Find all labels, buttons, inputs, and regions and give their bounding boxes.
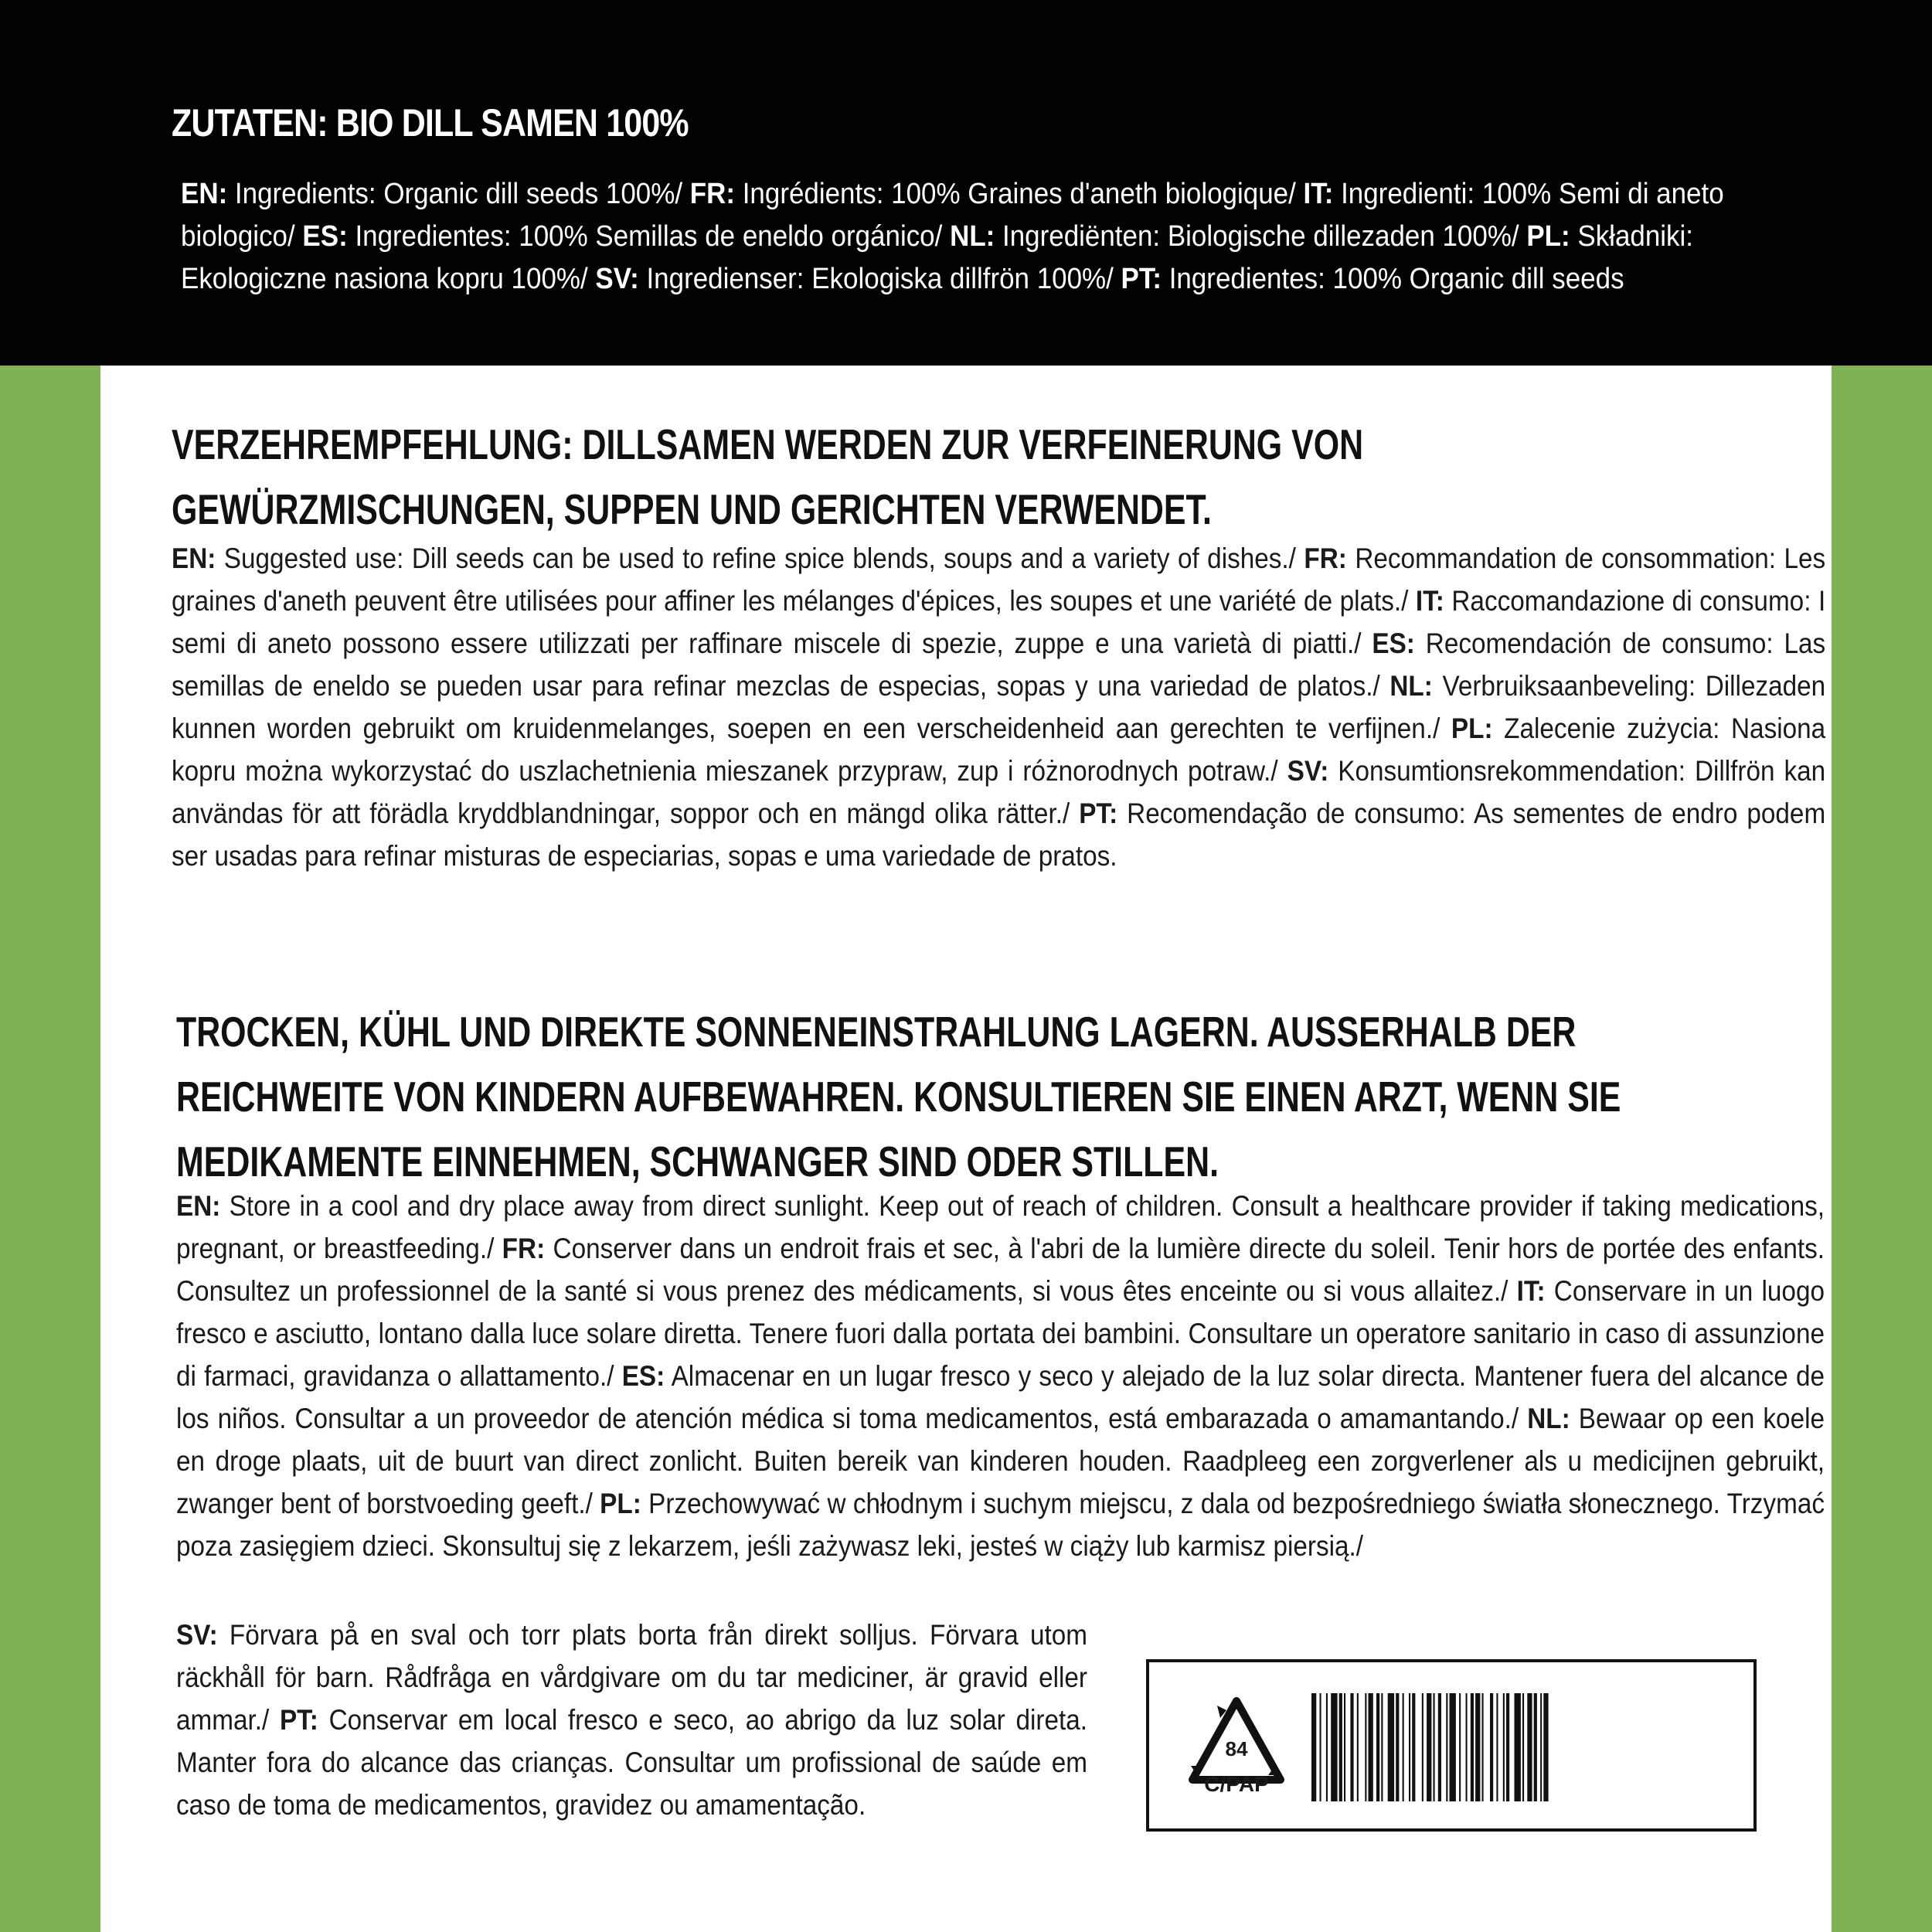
barcode-bar (1350, 1693, 1353, 1801)
barcode-bar (1471, 1693, 1474, 1801)
translation-text: Bewaar op een koele en droge plaats, uit de buurt van direct zonlicht. Buiten bereik van kinderen houden. Raadpleeg een zorgverlener als u medicijnen gebruikt, zwanger bent of borstvoeding geeft./ (176, 1403, 1825, 1519)
lang-code: EN: (181, 178, 228, 210)
barcode-bar (1403, 1693, 1404, 1801)
translation-text: Recommandation de consommation: Les graines d'aneth peuvent être utilisées pour affiner les mélanges d'épices, les soupes et une variété de plats./ (172, 543, 1826, 617)
lang-code: EN: (176, 1190, 221, 1222)
lang-code: PL: (1526, 220, 1570, 253)
barcode-bar (1522, 1693, 1524, 1801)
barcode-bar (1475, 1693, 1480, 1801)
lang-code: NL: (1389, 670, 1433, 702)
barcode-bar (1540, 1693, 1542, 1801)
translation-text: Conservare in un luogo fresco e asciutto, lontano dalla luce solare diretta. Tenere fuori dalla portata dei bambini. Consultare un operatore sanitario in caso di assunzione di farmaci, gravidanza o allattamento./ (176, 1275, 1825, 1392)
translation-text: Suggested use: Dill seeds can be used to refine spice blends, soups and a variety of dishes./ (216, 543, 1304, 574)
barcode-bar (1515, 1693, 1521, 1801)
barcode-bar (1344, 1693, 1345, 1801)
translation-text: Ingredientes: 100% Semillas de eneldo orgánico/ (347, 220, 951, 253)
barcode-bar (1365, 1693, 1366, 1801)
barcode-bar (1482, 1693, 1484, 1801)
barcode-bar (1527, 1693, 1532, 1801)
translation-text: Raccomandazione di consumo: I semi di aneto possono essere utilizzati per raffinare miscele di spezie, zuppe e una varietà di piatti./ (172, 585, 1826, 659)
lang-code: SV: (176, 1619, 218, 1651)
translation-text: Ingredientes: 100% Organic dill seeds (1161, 263, 1624, 295)
usage-heading: VERZEHREMPFEHLUNG: DILLSAMEN WERDEN ZUR VERFEINERUNG VON GEWÜRZMISCHUNGEN, SUPPEN UND GERICHTEN VERWENDET. (172, 420, 1364, 533)
ingredients-band (0, 0, 1932, 366)
barcode-bar (1396, 1693, 1399, 1801)
lang-code: ES: (621, 1360, 665, 1392)
lang-code: SV: (595, 263, 639, 295)
storage-heading: TROCKEN, KÜHL UND DIREKTE SONNENEINSTRAHLUNG LAGERN. AUSSERHALB DER REICHWEITE VON KINDERN AUFBEWAHREN. KONSULTIEREN SIE EINEN ARZT, WENN SIE MEDIKAMENTE EINNEHMEN, SCHWANGER SIND ODER STILLEN. (176, 1008, 1621, 1185)
barcode-bar (1422, 1693, 1423, 1801)
storage-translations-narrow (176, 1614, 1087, 1826)
lang-code: IT: (1415, 585, 1444, 617)
translation-text: Recomendação de consumo: As sementes de endro podem ser usadas para refinar misturas de especiarias, sopas e uma variedade de pratos. (172, 798, 1826, 872)
translation-text: Ingrédients: 100% Graines d'aneth biologique/ (735, 178, 1304, 210)
barcode-bar (1543, 1693, 1548, 1801)
barcode-bar (1412, 1693, 1415, 1801)
translation-text: Verbruiksaanbeveling: Dillezaden kunnen worden gebruikt om kruidenmelanges, soepen en een verscheidenheid aan gerechten te verfijnen./ (172, 670, 1826, 744)
barcode-bar (1311, 1693, 1316, 1801)
lang-code: PT: (1079, 798, 1118, 829)
lang-code: FR: (689, 178, 736, 210)
lang-code: PT: (1121, 263, 1162, 295)
lang-code: EN: (172, 543, 216, 574)
ingredients-title: ZUTATEN: BIO DILL SAMEN 100% (172, 101, 689, 145)
barcode-bar (1357, 1693, 1359, 1801)
translation-text: Ingredienti: 100% Semi di aneto biologico/ (181, 178, 1724, 253)
recycle-number: 84 (1225, 1737, 1248, 1760)
usage-translations (172, 537, 1825, 877)
lang-code: NL: (1527, 1403, 1570, 1434)
barcode-bar (1339, 1693, 1342, 1801)
lang-code: NL: (950, 220, 995, 253)
barcode-icon (1311, 1693, 1733, 1801)
barcode-bar (1534, 1693, 1537, 1801)
barcode-bar (1490, 1693, 1493, 1801)
lang-code: PL: (1451, 713, 1493, 744)
barcode-bar (1381, 1693, 1383, 1801)
translation-text: Conservar em local fresco e seco, ao abrigo da luz solar direta. Manter fora do alcance das crianças. Consultar um profissional de saúde em caso de toma de medicamentos, gravidez ou amamentação. (176, 1704, 1087, 1821)
storage-translations (176, 1185, 1825, 1567)
lang-code: FR: (1304, 543, 1347, 574)
lang-code: PT: (279, 1704, 318, 1736)
barcode-bar (1427, 1693, 1431, 1801)
translation-text: Zalecenie zużycia: Nasiona kopru można wykorzystać do uszlachetnienia mieszanek przypraw, zup i różnorodnych potraw./ (172, 713, 1826, 787)
ingredients-translations (181, 173, 1745, 301)
barcode-bar (1409, 1693, 1410, 1801)
lang-code: ES: (1372, 628, 1415, 659)
translation-text: Store in a cool and dry place away from direct sunlight. Keep out of reach of children. Consult a healthcare provider if taking medications, pregnant, or breastfeeding./ (176, 1190, 1825, 1264)
lang-code: IT: (1303, 178, 1334, 210)
lang-code: PL: (600, 1488, 641, 1519)
barcode-bar (1434, 1693, 1435, 1801)
barcode-bar (1331, 1693, 1337, 1801)
recycling-triangle-icon (1186, 1695, 1287, 1803)
lang-code: IT: (1516, 1275, 1546, 1307)
lang-code: FR: (502, 1233, 546, 1264)
barcode-bar (1450, 1693, 1456, 1801)
barcode-bar (1446, 1693, 1447, 1801)
barcode-bar (1376, 1693, 1379, 1801)
label-panel (100, 366, 1832, 1932)
barcode-bar (1506, 1693, 1509, 1801)
translation-text: Almacenar en un lugar fresco y seco y alejado de la luz solar directa. Mantener fuera del alcance de los niños. Consultar a un proveedor de atención médica si toma medicamentos, está embarazada o amamantando./ (176, 1360, 1825, 1434)
translation-text: Recomendación de consumo: Las semillas de eneldo se pueden usar para refinar mezclas de especias, sopas y una variedad de platos./ (172, 628, 1826, 702)
lang-code: ES: (302, 220, 348, 253)
translation-text: Przechowywać w chłodnym i suchym miejscu, z dala od bezpośredniego światła słonecznego. Trzymać poza zasięgiem dzieci. Skonsultuj się z lekarzem, jeśli zażywasz leki, jesteś w ciąży lub karmisz piersią./ (176, 1488, 1825, 1562)
barcode-bar (1459, 1693, 1461, 1801)
translation-text: Ingredienser: Ekologiska dillfrön 100%/ (638, 263, 1121, 295)
barcode-bar (1320, 1693, 1321, 1801)
lang-code: SV: (1287, 755, 1329, 787)
barcode-bar (1496, 1693, 1498, 1801)
barcode-bar (1388, 1693, 1394, 1801)
barcode-bar (1503, 1693, 1505, 1801)
barcode-bar (1438, 1693, 1441, 1801)
recycle-code: C/PAP (1204, 1772, 1269, 1796)
translation-text: Förvara på en sval och torr plats borta från direkt solljus. Förvara utom räckhåll för barn. Rådfråga en vårdgivare om du tar mediciner, är gravid eller ammar./ (176, 1619, 1088, 1736)
translation-text: Konsumtionsrekommendation: Dillfrön kan användas för att förädla kryddblandningar, soppor och en mängd olika rätter./ (172, 755, 1826, 829)
packaging-label-box (1146, 1659, 1757, 1832)
translation-text: Conserver dans un endroit frais et sec, à l'abri de la lumière directe du soleil. Tenir hors de portée des enfants. Consultez un professionnel de la santé si vous prenez des médicaments, si vous êtes enceinte ou si vous allaitez./ (176, 1233, 1825, 1307)
barcode-bar (1326, 1693, 1328, 1801)
translation-text: Składniki: Ekologiczne nasiona kopru 100%/ (181, 220, 1694, 295)
barcode-bar (1369, 1693, 1373, 1801)
translation-text: Ingrediënten: Biologische dillezaden 100%/ (995, 220, 1527, 253)
barcode-bar (1466, 1693, 1468, 1801)
translation-text: Ingredients: Organic dill seeds 100%/ (227, 178, 690, 210)
